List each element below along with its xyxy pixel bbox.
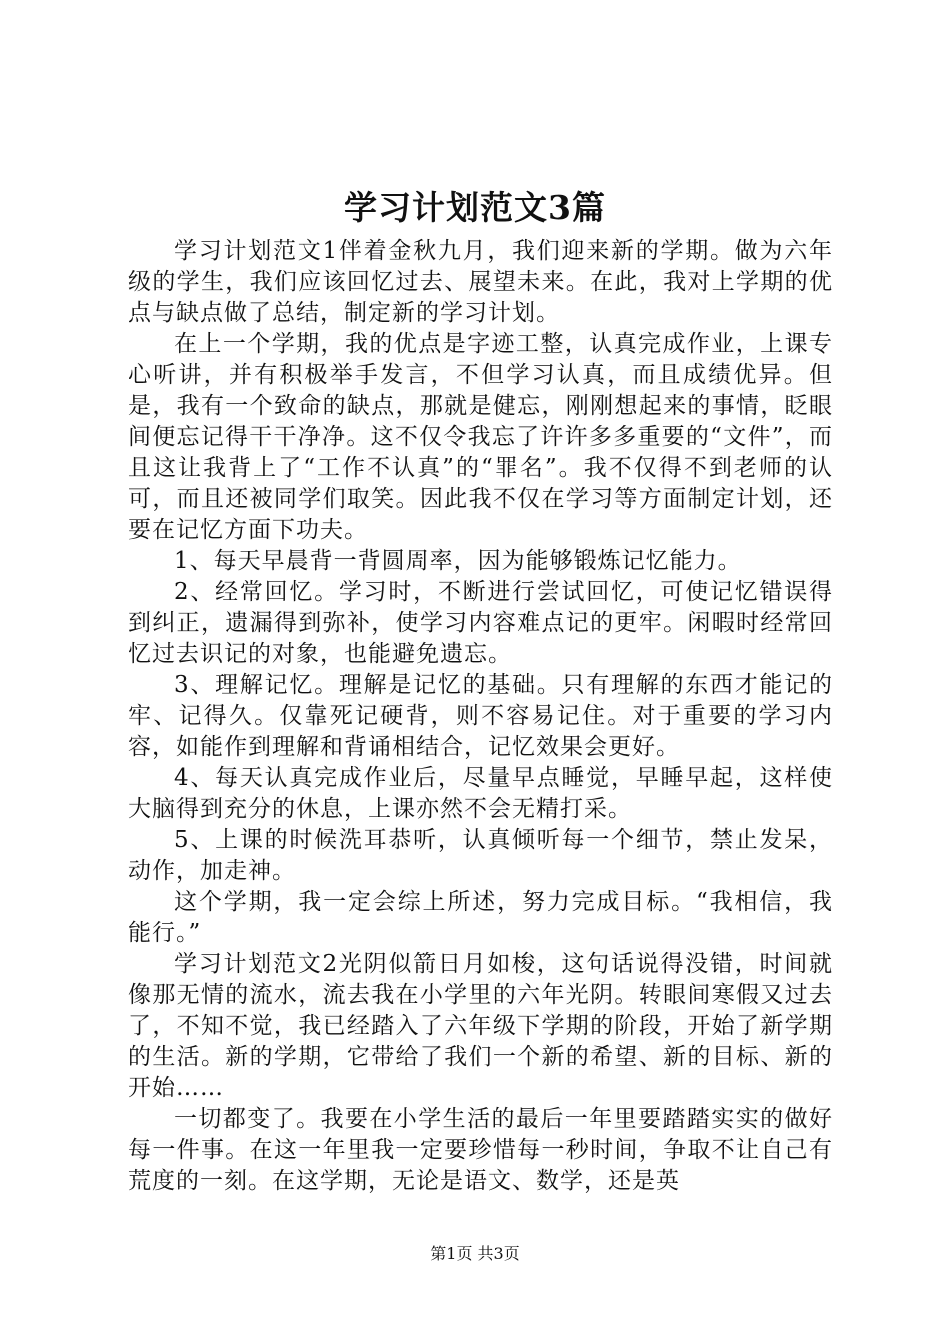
page-footer: 第1页 共3页 bbox=[430, 1244, 520, 1263]
paragraph: 学习计划范文1伴着金秋九月，我们迎来新的学期。做为六年级的学生，我们应该回忆过去、展望未来。在此，我对上学期的优点与缺点做了总结，制定新的学习计划。 bbox=[128, 238, 833, 326]
list-item: 3、理解记忆。理解是记忆的基础。只有理解的东西才能记的牢、记得久。仅靠死记硬背，则不容易记住。对于重要的学习内容，如能作到理解和背诵相结合，记忆效果会更好。 bbox=[128, 672, 833, 760]
document-body bbox=[128, 236, 833, 1197]
list-item: 1、每天早晨背一背圆周率，因为能够锻炼记忆能力。 bbox=[174, 548, 742, 574]
paragraph: 一切都变了。我要在小学生活的最后一年里要踏踏实实的做好每一件事。在这一年里我一定要珍惜每一秒时间，争取不让自己有荒度的一刻。在这学期，无论是语文、数学，还是英 bbox=[128, 1106, 833, 1194]
paragraph: 学习计划范文2光阴似箭日月如梭，这句话说得没错，时间就像那无情的流水，流去我在小学里的六年光阴。转眼间寒假又过去了，不知不觉，我已经踏入了六年级下学期的阶段，开始了新学期的生活。新的学期，它带给了我们一个新的希望、新的目标、新的开始…… bbox=[128, 951, 833, 1101]
list-item: 4、每天认真完成作业后，尽量早点睡觉，早睡早起，这样使大脑得到充分的休息，上课亦然不会无精打采。 bbox=[128, 765, 833, 822]
paragraph: 这个学期，我一定会综上所述，努力完成目标。“我相信，我能行。” bbox=[128, 889, 833, 946]
list-item: 2、经常回忆。学习时，不断进行尝试回忆，可使记忆错误得到纠正，遗漏得到弥补，使学习内容难点记的更牢。闲暇时经常回忆过去识记的对象，也能避免遗忘。 bbox=[128, 579, 833, 667]
paragraph: 在上一个学期，我的优点是字迹工整，认真完成作业，上课专心听讲，并有积极举手发言，不但学习认真，而且成绩优异。但是，我有一个致命的缺点，那就是健忘，刚刚想起来的事情，眨眼间便忘记得干干净净。这不仅令我忘了许许多多重要的“文件”，而且这让我背上了“工作不认真”的“罪名”。我不仅得不到老师的认可，而且还被同学们取笑。因此我不仅在学习等方面制定计划，还要在记忆方面下功夫。 bbox=[128, 331, 833, 543]
list-item: 5、上课的时候洗耳恭听，认真倾听每一个细节，禁止发呆，动作，加走神。 bbox=[128, 827, 833, 884]
document-title: 学习计划范文3篇 bbox=[344, 188, 606, 227]
